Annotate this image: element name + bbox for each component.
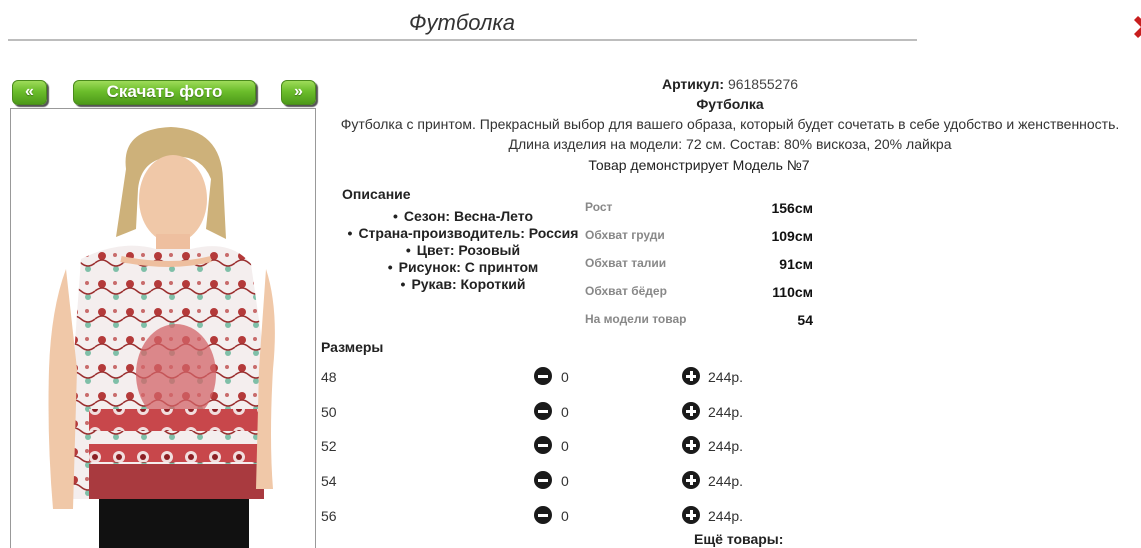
quantity-value: 0 [561, 508, 569, 524]
plus-circle-icon[interactable] [682, 471, 700, 489]
param-value: 156см [771, 200, 813, 216]
param-label: Обхват талии [585, 256, 667, 270]
param-label: На модели товар [585, 312, 687, 326]
size-label: 56 [321, 508, 337, 524]
price: 244р. [708, 508, 744, 524]
next-photo-button[interactable]: » [281, 80, 316, 105]
title-divider [8, 39, 917, 41]
page-title: Футболка [409, 10, 515, 35]
more-products-heading: Ещё товары: [694, 531, 784, 547]
attribute-item: • Цвет: Розовый [405, 242, 521, 258]
plus-circle-icon[interactable] [682, 506, 700, 524]
plus-circle-icon[interactable] [682, 367, 700, 385]
param-value: 109см [771, 228, 813, 244]
minus-circle-icon[interactable] [534, 506, 552, 524]
product-description-line2: Длина изделия на модели: 72 см. Состав: 80% вискоза, 20% лайкра [508, 136, 952, 152]
quantity-value: 0 [561, 473, 569, 489]
size-label: 52 [321, 438, 337, 454]
article-label: Артикул: [661, 76, 725, 92]
param-label: Обхват бёдер [585, 284, 667, 298]
size-label: 48 [321, 369, 337, 385]
minus-circle-icon[interactable] [534, 402, 552, 420]
price: 244р. [708, 369, 744, 385]
price: 244р. [708, 404, 744, 420]
quantity-value: 0 [561, 404, 569, 420]
minus-circle-icon[interactable] [534, 471, 552, 489]
plus-circle-icon[interactable] [682, 402, 700, 420]
param-label: Обхват груди [585, 228, 665, 242]
product-description-line1: Футболка с принтом. Прекрасный выбор для вашего образа, который будет сочетать в себе удобство и женственность. [340, 116, 1120, 132]
size-row [321, 471, 781, 493]
model-param-hips [585, 284, 813, 312]
sizes-heading: Размеры [321, 339, 384, 355]
attribute-item: • Рисунок: С принтом [387, 259, 539, 275]
description-heading: Описание [342, 186, 411, 202]
minus-circle-icon[interactable] [534, 436, 552, 454]
param-value: 110см [772, 284, 813, 300]
size-row [321, 402, 781, 424]
quantity-value: 0 [561, 369, 569, 385]
size-label: 54 [321, 473, 337, 489]
attribute-list [340, 208, 586, 293]
param-value: 54 [797, 312, 813, 328]
product-name: Футболка [696, 96, 764, 112]
param-value: 91см [779, 256, 813, 272]
price: 244р. [708, 473, 744, 489]
model-note: Товар демонстрирует Модель №7 [588, 157, 810, 173]
article-line [320, 76, 1140, 92]
article-value: 961855276 [727, 76, 799, 92]
attribute-item: • Рукав: Короткий [400, 276, 526, 292]
size-row [321, 506, 781, 528]
product-photo-image [11, 109, 316, 548]
size-label: 50 [321, 404, 337, 420]
download-photo-button[interactable]: Скачать фото [73, 80, 256, 105]
price: 244р. [708, 438, 744, 454]
prev-photo-button[interactable]: « [12, 80, 47, 105]
quantity-value: 0 [561, 438, 569, 454]
model-param-height [585, 200, 813, 228]
close-icon[interactable] [1132, 14, 1141, 40]
model-param-waist [585, 256, 813, 284]
attribute-item: • Страна-производитель: Россия [347, 225, 579, 241]
minus-circle-icon[interactable] [534, 367, 552, 385]
product-photo[interactable] [10, 108, 316, 548]
plus-circle-icon[interactable] [682, 436, 700, 454]
param-label: Рост [585, 200, 613, 214]
model-param-worn-size [585, 312, 813, 340]
size-row [321, 367, 781, 389]
attribute-item: • Сезон: Весна-Лето [392, 208, 534, 224]
model-param-chest [585, 228, 813, 256]
size-row [321, 436, 781, 458]
